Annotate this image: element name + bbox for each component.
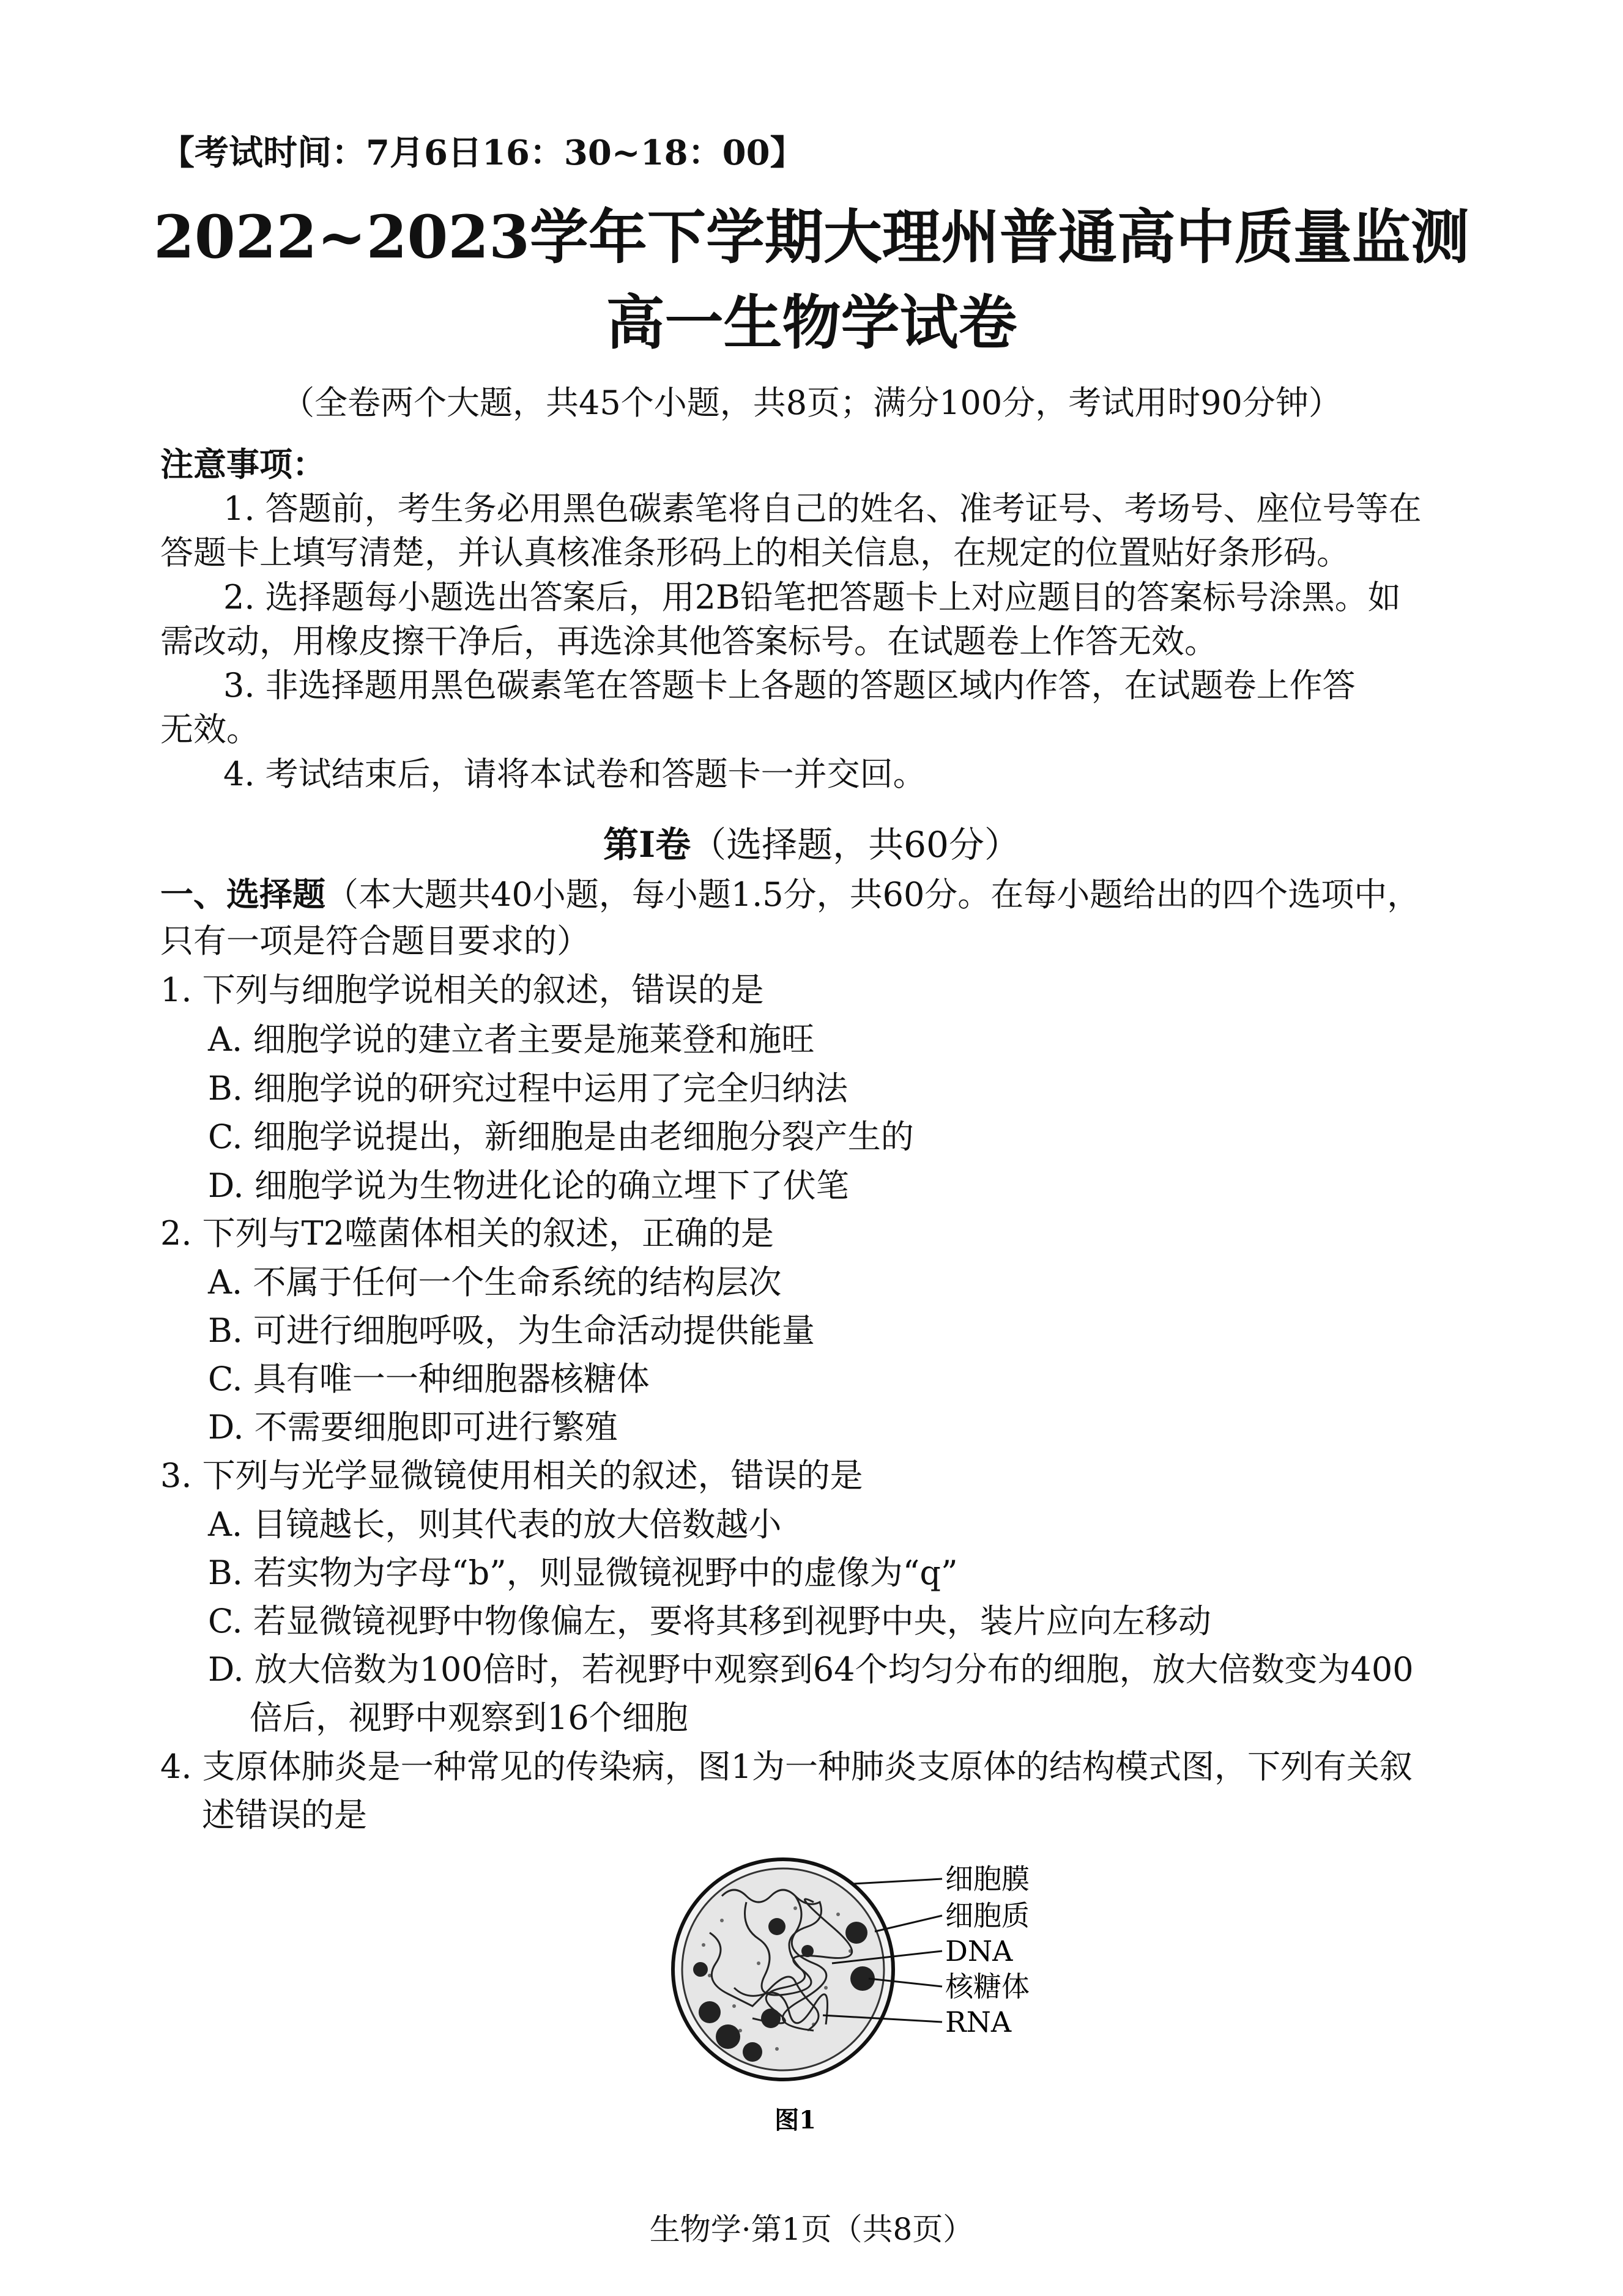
figure-label: 细胞质 — [945, 1899, 1030, 1932]
question-option: B. 若实物为字母“b”，则显微镜视野中的虚像为“q” — [208, 1554, 958, 1592]
note-item: 需改动，用橡皮擦干净后，再选涂其他答案标号。在试题卷上作答无效。 — [160, 622, 1217, 661]
question-option: A. 目镜越长，则其代表的放大倍数越小 — [208, 1505, 782, 1544]
question-stem: 3. 下列与光学显微镜使用相关的叙述，错误的是 — [160, 1456, 863, 1495]
note-item: 2. 选择题每小题选出答案后，用2B铅笔把答题卡上对应题目的答案标号涂黑。如 — [223, 578, 1401, 617]
section-heading-cont: 只有一项是符合题目要求的） — [160, 922, 590, 960]
note-item: 4. 考试结束后，请将本试卷和答题卡一并交回。 — [223, 755, 926, 793]
figure-label: 核糖体 — [945, 1970, 1030, 2003]
note-item: 答题卡上填写清楚，并认真核准条形码上的相关信息，在规定的位置贴好条形码。 — [160, 533, 1350, 572]
question-option: D. 细胞学说为生物进化论的确立埋下了伏笔 — [208, 1166, 849, 1205]
page-footer: 生物学·第1页（共8页） — [649, 2212, 974, 2247]
question-option: A. 细胞学说的建立者主要是施莱登和施旺 — [208, 1020, 815, 1059]
question-stem: 1. 下列与细胞学说相关的叙述，错误的是 — [160, 971, 764, 1009]
question-option: D. 不需要细胞即可进行繁殖 — [208, 1408, 618, 1446]
question-option: B. 细胞学说的研究过程中运用了完全归纳法 — [208, 1069, 849, 1108]
part-title-rest: （选择题，共60分） — [691, 824, 1020, 865]
question-option-cont: 倍后，视野中观察到16个细胞 — [250, 1698, 688, 1737]
question-option: A. 不属于任何一个生命系统的结构层次 — [208, 1263, 782, 1302]
figure-label: DNA — [945, 1935, 1013, 1968]
section-heading-text: （本大题共40小题，每小题1.5分，共60分。在每小题给出的四个选项中， — [325, 875, 1421, 914]
notes-heading: 注意事项： — [160, 445, 325, 484]
mycoplasma-diagram — [612, 1841, 1040, 2159]
figure-caption: 图1 — [774, 2106, 816, 2135]
section-heading-bold: 一、选择题 — [160, 875, 325, 914]
question-option: B. 可进行细胞呼吸，为生命活动提供能量 — [208, 1311, 815, 1350]
figure-label: RNA — [945, 2005, 1012, 2039]
exam-time: 【考试时间：7月6日16：30~18：00】 — [160, 133, 804, 173]
note-item: 1. 答题前，考生务必用黑色碳素笔将自己的姓名、准考证号、考场号、座位号等在 — [223, 489, 1422, 528]
page-title: 2022~2023学年下学期大理州普通高中质量监测 — [154, 202, 1469, 272]
part-title-bold: 第Ⅰ卷 — [603, 824, 691, 865]
question-option: C. 具有唯一一种细胞器核糖体 — [208, 1360, 650, 1398]
question-option: C. 细胞学说提出，新细胞是由老细胞分裂产生的 — [208, 1117, 914, 1156]
question-stem: 4. 支原体肺炎是一种常见的传染病，图1为一种肺炎支原体的结构模式图，下列有关叙 — [160, 1747, 1413, 1786]
section-heading — [160, 875, 1421, 914]
page-subtitle: 高一生物学试卷 — [606, 288, 1017, 357]
exam-info: （全卷两个大题，共45个小题，共8页；满分100分，考试用时90分钟） — [281, 383, 1342, 422]
question-option: D. 放大倍数为100倍时，若视野中观察到64个均匀分布的细胞，放大倍数变为400 — [208, 1650, 1414, 1689]
question-option: C. 若显微镜视野中物像偏左，要将其移到视野中央，装片应向左移动 — [208, 1602, 1211, 1640]
question-stem: 2. 下列与T2噬菌体相关的叙述，正确的是 — [160, 1214, 774, 1253]
part-title — [0, 824, 1623, 865]
note-item: 无效。 — [160, 710, 259, 749]
question-stem-cont: 述错误的是 — [202, 1796, 367, 1834]
figure-label: 细胞膜 — [945, 1862, 1030, 1895]
note-item: 3. 非选择题用黑色碳素笔在答题卡上各题的答题区域内作答，在试题卷上作答 — [223, 666, 1356, 705]
